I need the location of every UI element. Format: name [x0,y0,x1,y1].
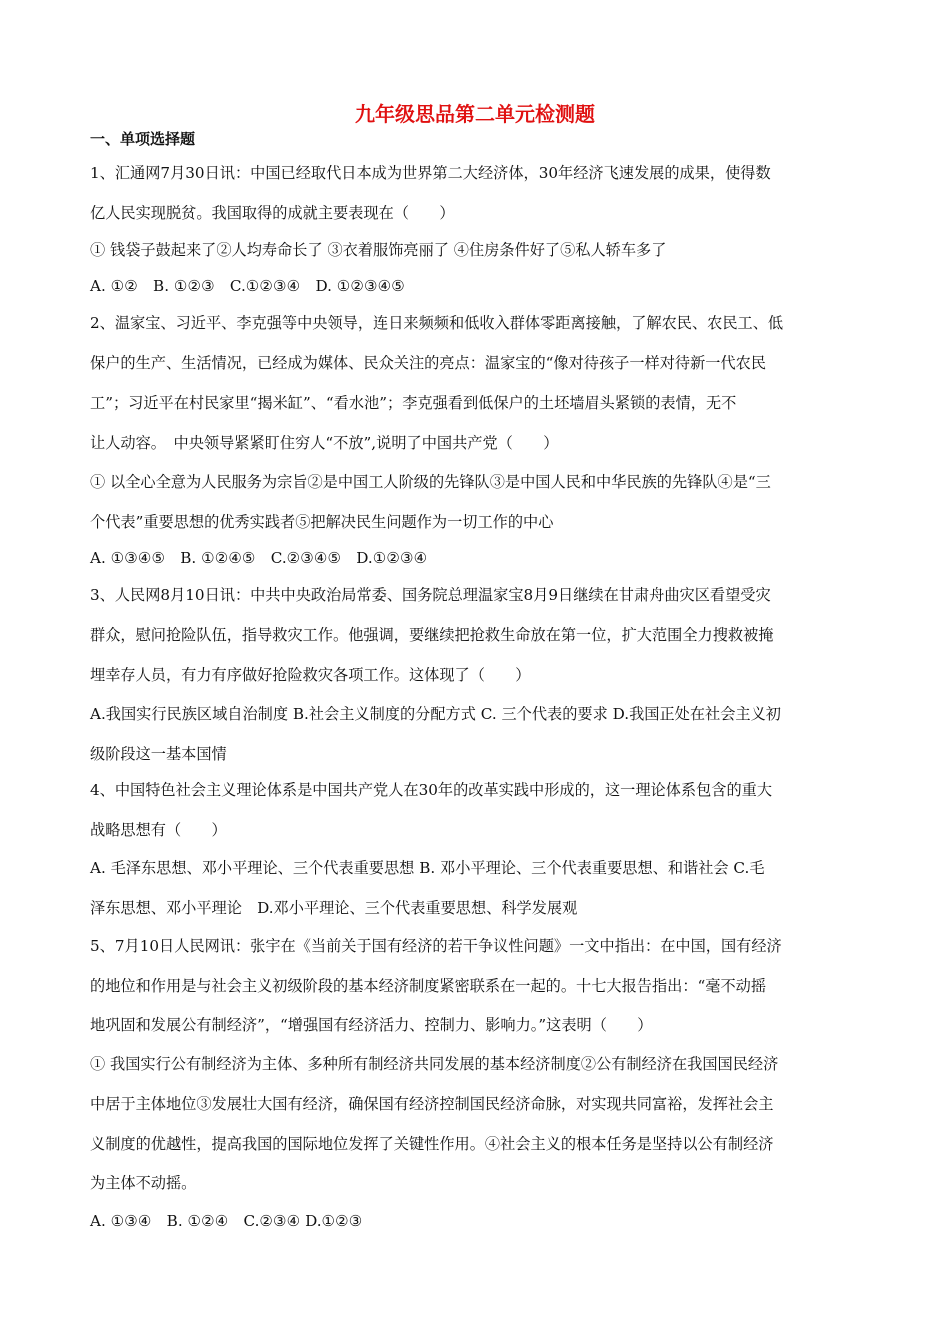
text-line: 4、中国特色社会主义理论体系是中国共产党人在30年的改革实践中形成的，这一理论体系包含的重大 [90,781,773,799]
text-line: A.我国实行民族区域自治制度 B.社会主义制度的分配方式 C. 三个代表的要求 D.我国正处在社会主义初 [90,705,781,723]
text-line: 地巩固和发展公有制经济”，“增强国有经济活力、控制力、影响力。”这表明（ ） [90,1016,653,1034]
text-line: A. ①③④ B. ①②④ C.②③④ D.①②③ [90,1212,363,1230]
text-line: 埋幸存人员，有力有序做好抢险救灾各项工作。这体现了（ ） [90,666,531,684]
text-line: ① 我国实行公有制经济为主体、多种所有制经济共同发展的基本经济制度②公有制经济在我国国民经济 [90,1055,779,1073]
text-line: 工”；习近平在村民家里“揭米缸”、“看水池”；李克强看到低保户的土坯墙眉头紧锁的表情，无不 [90,394,737,412]
section-heading: 一、单项选择题 [90,130,196,148]
text-line: 中居于主体地位③发展壮大国有经济，确保国有经济控制国民经济命脉，对实现共同富裕，发挥社会主 [90,1095,774,1113]
text-line: ① 以全心全意为人民服务为宗旨②是中国工人阶级的先锋队③是中国人民和中华民族的先锋队④是“三 [90,473,771,491]
text-line: 义制度的优越性，提高我国的国际地位发挥了关键性作用。④社会主义的根本任务是坚持以公有制经济 [90,1135,774,1153]
text-line: 战略思想有（ ） [90,821,227,839]
text-line: 为主体不动摇。 [90,1174,197,1192]
text-line: 1、汇通网7月30日讯：中国已经取代日本成为世界第二大经济体，30年经济飞速发展的成果，使得数 [90,164,771,182]
text-line: A. ①② B. ①②③ C.①②③④ D. ①②③④⑤ [90,277,405,295]
text-line: 的地位和作用是与社会主义初级阶段的基本经济制度紧密联系在一起的。十七大报告指出：“毫不动摇 [90,977,767,995]
text-line: 个代表”重要思想的优秀实践者⑤把解决民生问题作为一切工作的中心 [90,513,554,531]
text-line: A. ①③④⑤ B. ①②④⑤ C.②③④⑤ D.①②③④ [90,549,428,567]
text-line: 级阶段这一基本国情 [90,745,227,763]
text-line: A. 毛泽东思想、邓小平理论、三个代表重要思想 B. 邓小平理论、三个代表重要思想、和谐社会 C.毛 [90,859,765,877]
text-line: ① 钱袋子鼓起来了②人均寿命长了 ③衣着服饰亮丽了 ④住房条件好了⑤私人轿车多了 [90,241,667,259]
text-line: 亿人民实现脱贫。我国取得的成就主要表现在（ ） [90,204,455,222]
text-line: 2、温家宝、习近平、李克强等中央领导，连日来频频和低收入群体零距离接触，了解农民、农民工、低 [90,314,784,332]
text-line: 群众，慰问抢险队伍，指导救灾工作。他强调，要继续把抢救生命放在第一位，扩大范围全力搜救被掩 [90,626,774,644]
text-line: 泽东思想、邓小平理论 D.邓小平理论、三个代表重要思想、科学发展观 [90,899,578,917]
text-line: 让人动容。 中央领导紧紧盯住穷人“不放”,说明了中国共产党（ ） [90,434,559,452]
text-line: 3、人民网8月10日讯：中共中央政治局常委、国务院总理温家宝8月9日继续在甘肃舟曲灾区看望受灾 [90,586,771,604]
text-line: 5、7月10日人民网讯：张宇在《当前关于国有经济的若干争议性问题》一文中指出：在中国，国有经济 [90,937,782,955]
text-line: 保户的生产、生活情况，已经成为媒体、民众关注的亮点：温家宝的“像对待孩子一样对待新一代农民 [90,354,767,372]
page-title: 九年级思品第二单元检测题 [355,102,595,126]
